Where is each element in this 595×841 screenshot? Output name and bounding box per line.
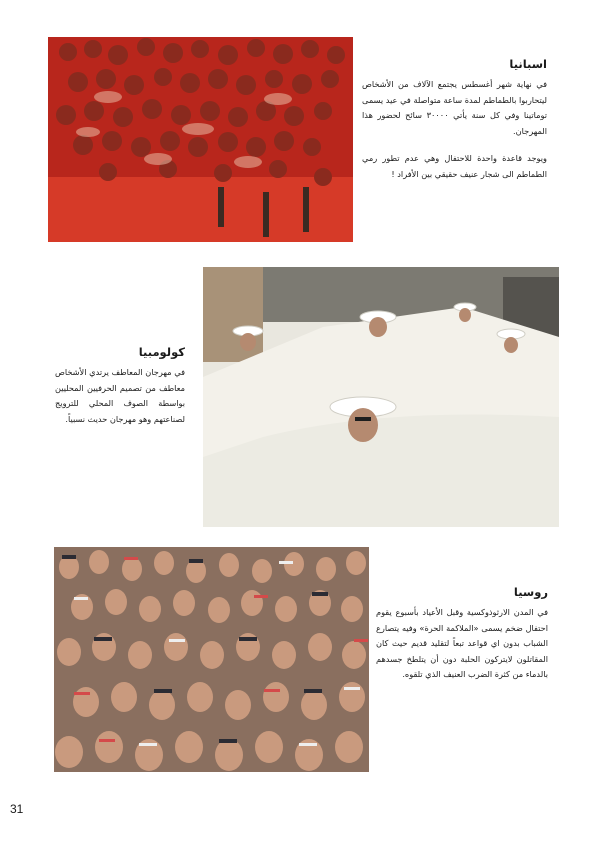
colombia-text [55, 345, 185, 427]
page-number: 31 [10, 802, 24, 816]
fist-fight-photo [54, 547, 369, 772]
section-paragraph: في المدن الارثوذوكسية وقبل الأعياد بأسبوع يقوم احتفال ضخم يسمى «الملاكمة الحرة» وفيه يتصارع الشباب بدون اي قواعد تبعاً لتقليد قديم حيث كان المقاتلون لايتركون الحلبة دون أن يتلطخ جسدهم بالدماء من كثرة الضرب العنيف الذي تلقوه. [376, 607, 548, 679]
coat-festival-photo [203, 267, 559, 527]
spain-text [362, 57, 547, 182]
section-paragraph: ويوجد قاعدة واحدة للاحتفال وهي عدم تطور رمي الطماطم الى شجار عنيف حقيقي بين الأفراد ! [362, 153, 547, 179]
section-paragraph: في مهرجان المعاطف يرتدي الأشخاص معاطف من تصميم الحرفيين المحليين بواسطة الصوف المحلي للترويج لصناعتهم وهو مهرجان حديث نسبياً. [55, 367, 185, 424]
section-paragraph: في نهاية شهر أغسطس يجتمع الآلاف من الأشخاص ليتحاربوا بالطماطم لمدة ساعة متواصلة في عيد يسمى توماتينا وفي كل سنة يأتي ٣٠٠٠٠ سائح لحضور هذا المهرجان. [362, 79, 547, 136]
section-heading: كولومبيا [138, 345, 185, 359]
tomatina-photo [48, 37, 353, 242]
section-heading: اسبانيا [509, 57, 547, 71]
section-heading: روسيا [513, 585, 548, 599]
russia-text [376, 585, 548, 683]
